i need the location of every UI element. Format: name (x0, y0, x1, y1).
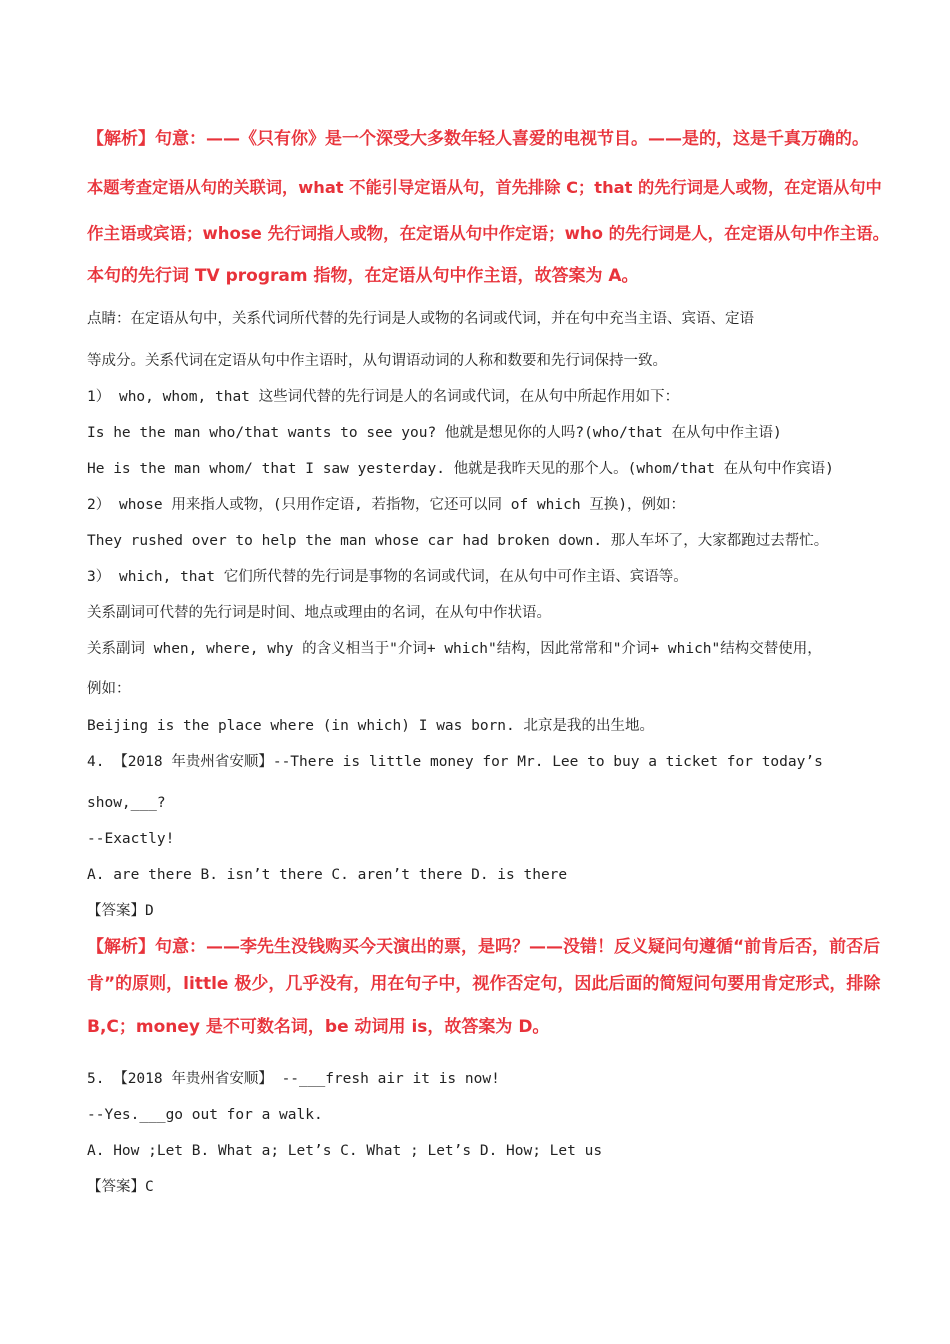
analysis-2-line-1: 【解析】句意：——李先生没钱购买今天演出的票，是吗？——没错！反义疑问句遵循“前肯后否，前否后 (87, 937, 881, 957)
notes-line-3: 1） who, whom, that 这些词代替的先行词是人的名词或代词，在从句中所起作用如下： (87, 389, 680, 405)
analysis-1-line-4: 本句的先行词 TV program 指物，在定语从句中作主语，故答案为 A。 (87, 266, 639, 286)
notes-line-11: 例如： (87, 681, 131, 697)
notes-line-9: 关系副词可代替的先行词是时间、地点或理由的名词，在从句中作状语。 (87, 605, 551, 621)
question-5-answer: 【答案】C (87, 1179, 154, 1195)
notes-line-8: 3） which, that 它们所代替的先行词是事物的名词或代词，在从句中可作主语、宾语等。 (87, 569, 688, 585)
notes-line-4: Is he the man who/that wants to see you? 他就是想见你的人吗?(who/that 在从句中作主语) (87, 425, 782, 441)
notes-line-12: Beijing is the place where (in which) I was born. 北京是我的出生地。 (87, 718, 654, 734)
question-5-options: A. How ;Let B. What a; Let’s C. What ; Let’s D. How; Let us (87, 1143, 603, 1159)
analysis-1-line-3: 作主语或宾语；whose 先行词指人或物，在定语从句中作定语；who 的先行词是人，在定语从句中作主语。 (87, 224, 890, 243)
question-4-stem-line-2: show,___? (87, 795, 166, 811)
question-4-options: A. are there B. isn’t there C. aren’t there D. is there (87, 867, 568, 883)
question-4-answer: 【答案】D (87, 903, 154, 919)
question-5-stem-line-2: --Yes.___go out for a walk. (87, 1107, 323, 1123)
analysis-1-line-1: 【解析】句意：——《只有你》是一个深受大多数年轻人喜爱的电视节目。——是的，这是千真万确的。 (87, 129, 869, 149)
question-5-stem-line-1: 5. 【2018 年贵州省安顺】 --___fresh air it is now! (87, 1071, 500, 1087)
question-4-stem-line-3: --Exactly! (87, 831, 175, 847)
notes-line-6: 2） whose 用来指人或物，(只用作定语, 若指物，它还可以同 of which 互换)，例如： (87, 497, 686, 513)
notes-line-7: They rushed over to help the man whose car had broken down. 那人车坏了，大家都跑过去帮忙。 (87, 533, 829, 549)
analysis-1-line-2: 本题考查定语从句的关联词，what 不能引导定语从句，首先排除 C；that 的先行词是人或物，在定语从句中 (87, 178, 882, 197)
notes-line-1: 点睛：在定语从句中，关系代词所代替的先行词是人或物的名词或代词，并在句中充当主语、宾语、定语 (87, 311, 754, 327)
notes-line-2: 等成分。关系代词在定语从句中作主语时，从句谓语动词的人称和数要和先行词保持一致。 (87, 353, 667, 369)
analysis-2-line-2: 肯”的原则，little 极少，几乎没有，用在句子中，视作否定句，因此后面的简短问句要用肯定形式，排除 (87, 974, 881, 994)
analysis-2-line-3: B,C；money 是不可数名词，be 动词用 is，故答案为 D。 (87, 1017, 550, 1037)
notes-line-5: He is the man whom/ that I saw yesterday. 他就是我昨天见的那个人。(whom/that 在从句中作宾语) (87, 461, 834, 477)
notes-line-10: 关系副词 when, where, why 的含义相当于"介词+ which"结构，因此常常和"介词+ which"结构交替使用， (87, 641, 822, 657)
question-4-stem-line-1: 4. 【2018 年贵州省安顺】--There is little money for Mr. Lee to buy a ticket for today’s (87, 754, 823, 770)
